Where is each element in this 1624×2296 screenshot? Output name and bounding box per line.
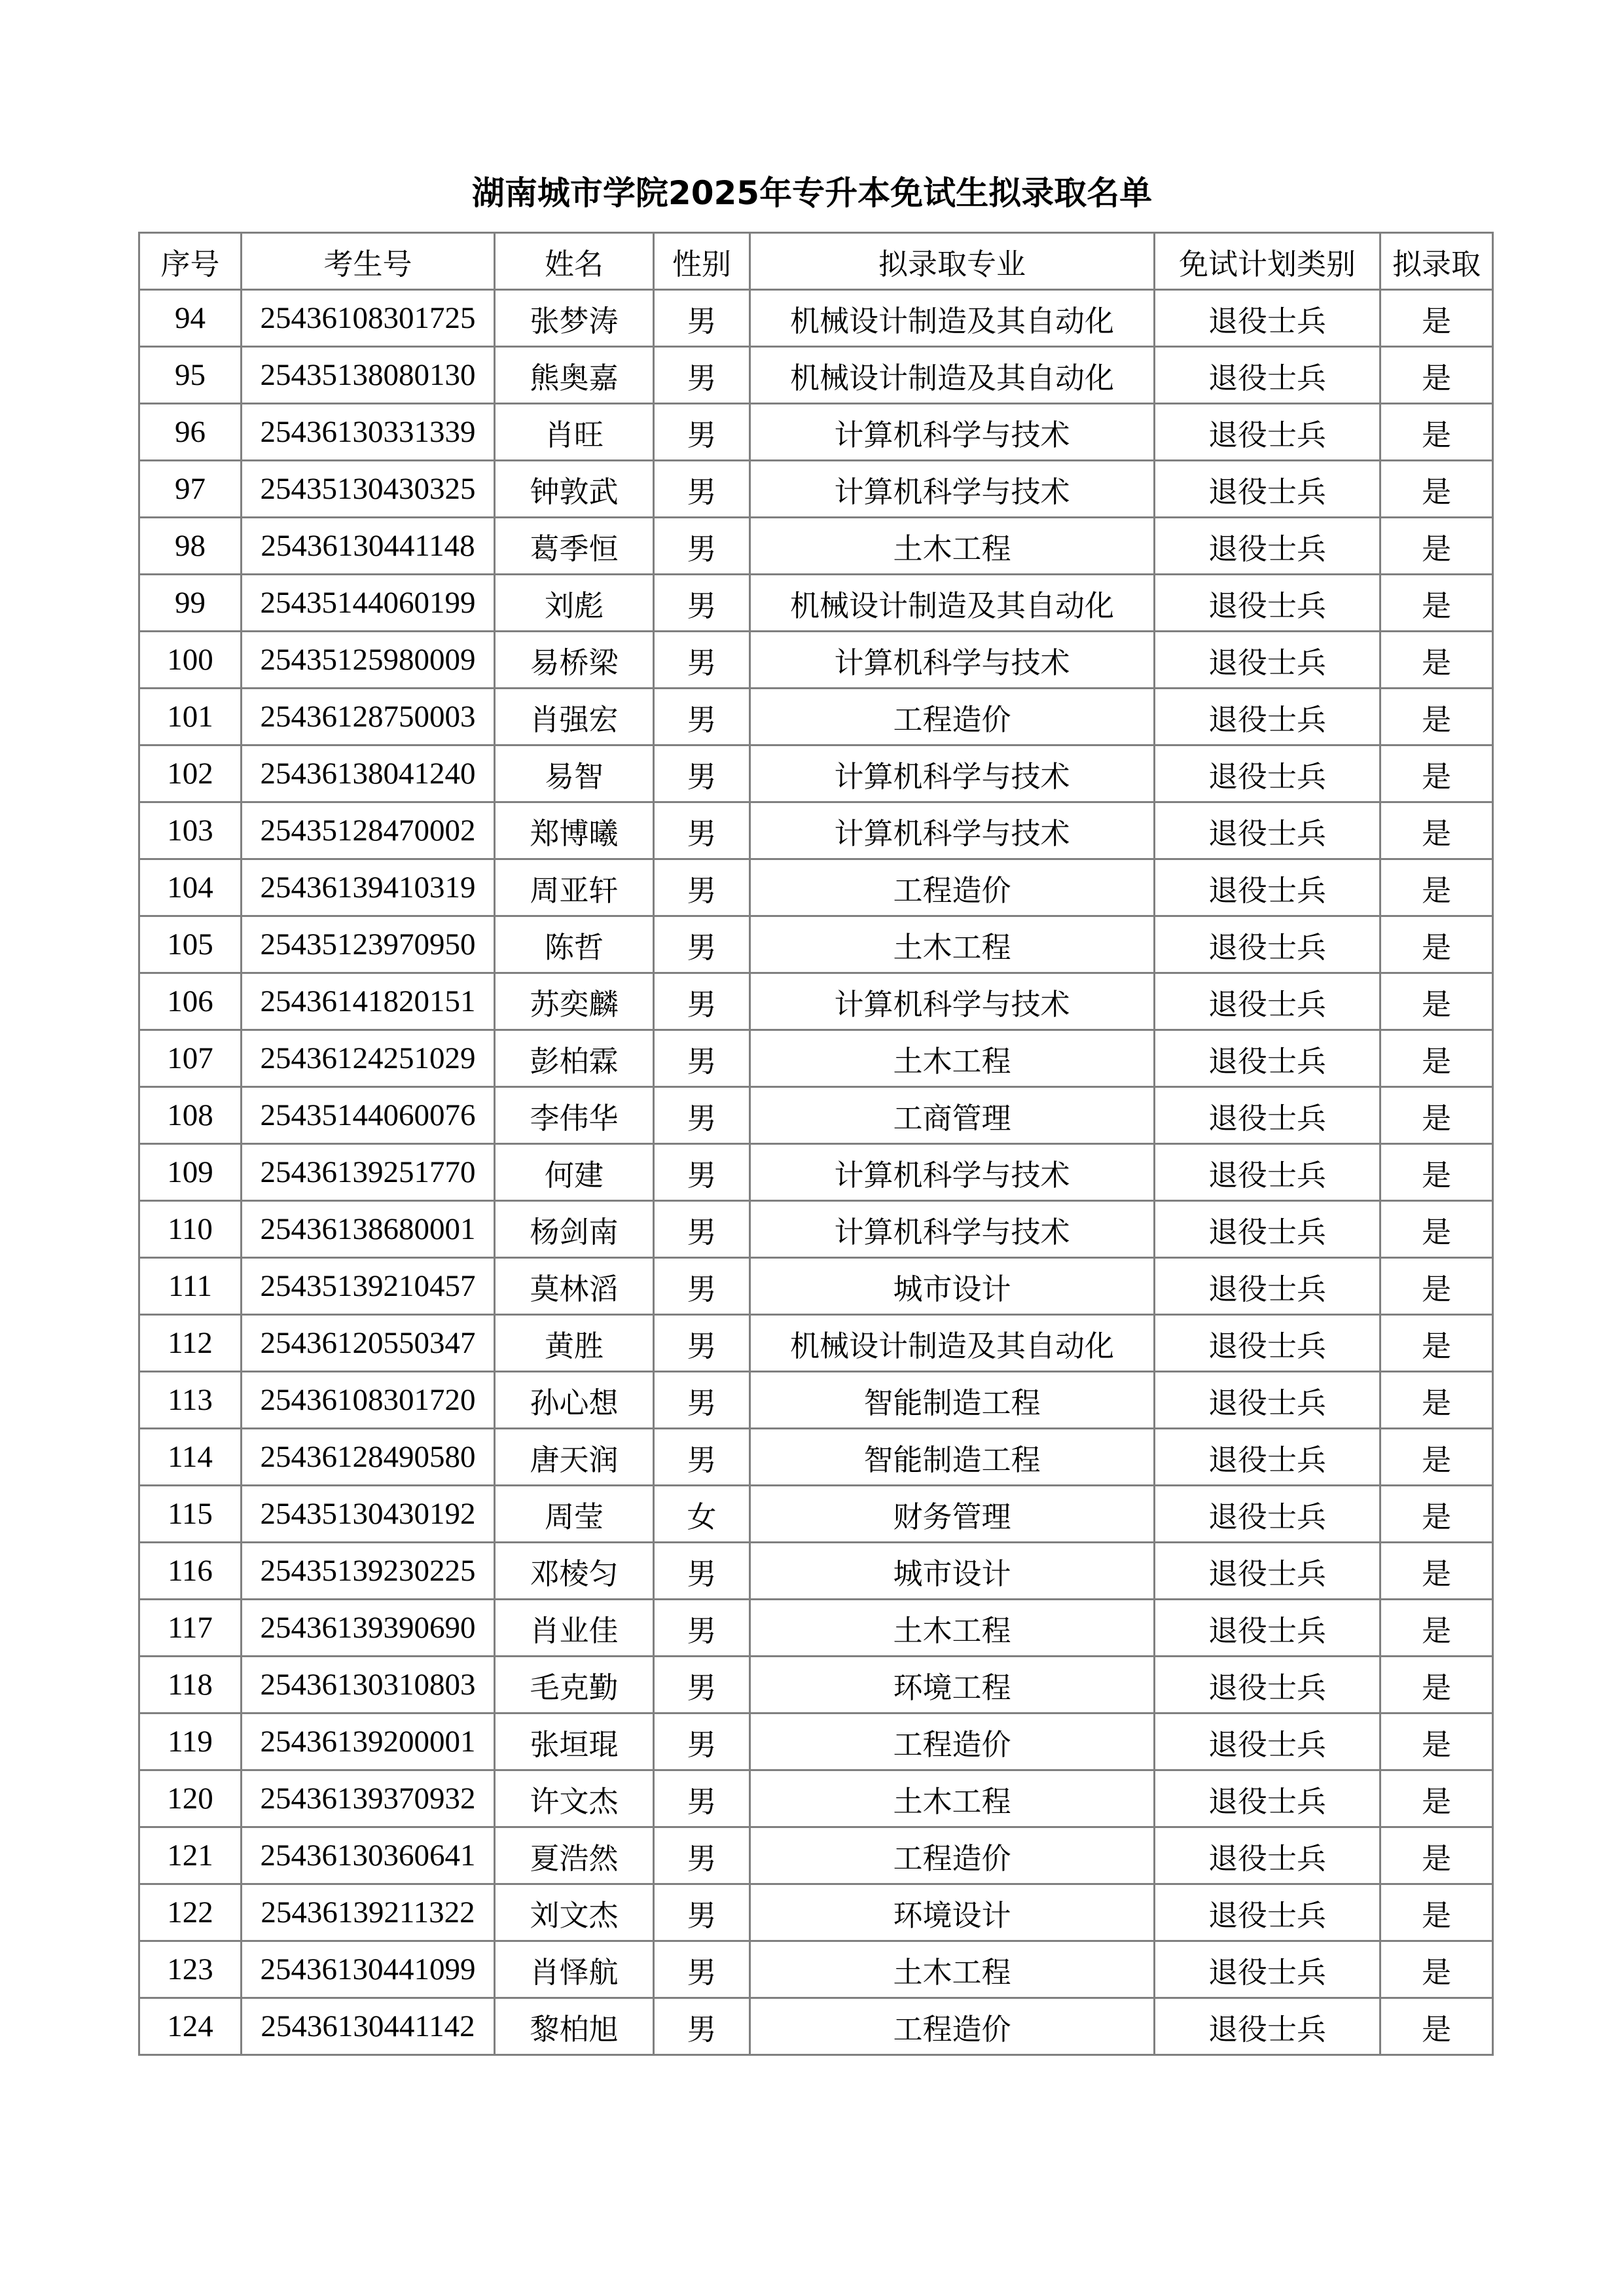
cell-admitted: 是 <box>1380 1201 1493 1258</box>
cell-name: 肖怿航 <box>495 1941 654 1998</box>
cell-index: 110 <box>139 1201 242 1258</box>
cell-exam-id: 25435130430192 <box>242 1486 495 1543</box>
column-header-name: 姓名 <box>495 233 654 290</box>
table-row <box>139 1429 1493 1486</box>
cell-name: 许文杰 <box>495 1770 654 1827</box>
cell-gender: 男 <box>654 1600 750 1657</box>
cell-admitted: 是 <box>1380 802 1493 859</box>
cell-admitted: 是 <box>1380 1258 1493 1315</box>
cell-plan-type: 退役士兵 <box>1155 518 1380 575</box>
cell-admitted: 是 <box>1380 973 1493 1030</box>
cell-gender: 男 <box>654 1884 750 1941</box>
cell-plan-type: 退役士兵 <box>1155 1827 1380 1884</box>
cell-major: 环境工程 <box>750 1657 1155 1713</box>
cell-gender: 男 <box>654 916 750 973</box>
cell-gender: 男 <box>654 745 750 802</box>
cell-plan-type: 退役士兵 <box>1155 575 1380 632</box>
cell-name: 熊奥嘉 <box>495 347 654 404</box>
cell-index: 98 <box>139 518 242 575</box>
cell-exam-id: 25436130441148 <box>242 518 495 575</box>
cell-name: 黎柏旭 <box>495 1998 654 2055</box>
cell-gender: 男 <box>654 1827 750 1884</box>
cell-name: 周莹 <box>495 1486 654 1543</box>
column-header-admitted: 拟录取 <box>1380 233 1493 290</box>
cell-plan-type: 退役士兵 <box>1155 1998 1380 2055</box>
cell-plan-type: 退役士兵 <box>1155 1600 1380 1657</box>
cell-index: 102 <box>139 745 242 802</box>
cell-admitted: 是 <box>1380 1543 1493 1600</box>
cell-name: 易智 <box>495 745 654 802</box>
table-row <box>139 1827 1493 1884</box>
cell-gender: 男 <box>654 1657 750 1713</box>
cell-plan-type: 退役士兵 <box>1155 1657 1380 1713</box>
table-row <box>139 1600 1493 1657</box>
column-header-gender: 性别 <box>654 233 750 290</box>
cell-plan-type: 退役士兵 <box>1155 859 1380 916</box>
cell-gender: 女 <box>654 1486 750 1543</box>
cell-major: 机械设计制造及其自动化 <box>750 1315 1155 1372</box>
cell-name: 彭柏霖 <box>495 1030 654 1087</box>
cell-major: 计算机科学与技术 <box>750 802 1155 859</box>
cell-admitted: 是 <box>1380 1770 1493 1827</box>
cell-index: 120 <box>139 1770 242 1827</box>
cell-name: 刘文杰 <box>495 1884 654 1941</box>
cell-major: 计算机科学与技术 <box>750 1144 1155 1201</box>
cell-major: 工程造价 <box>750 1713 1155 1770</box>
cell-major: 机械设计制造及其自动化 <box>750 347 1155 404</box>
cell-gender: 男 <box>654 1998 750 2055</box>
table-row <box>139 973 1493 1030</box>
cell-plan-type: 退役士兵 <box>1155 802 1380 859</box>
cell-exam-id: 25435138080130 <box>242 347 495 404</box>
cell-gender: 男 <box>654 347 750 404</box>
cell-gender: 男 <box>654 518 750 575</box>
cell-name: 易桥梁 <box>495 632 654 689</box>
cell-admitted: 是 <box>1380 859 1493 916</box>
table-row <box>139 1258 1493 1315</box>
cell-admitted: 是 <box>1380 1144 1493 1201</box>
cell-plan-type: 退役士兵 <box>1155 1258 1380 1315</box>
cell-index: 107 <box>139 1030 242 1087</box>
cell-admitted: 是 <box>1380 745 1493 802</box>
cell-gender: 男 <box>654 859 750 916</box>
cell-admitted: 是 <box>1380 1941 1493 1998</box>
cell-major: 智能制造工程 <box>750 1429 1155 1486</box>
table-row <box>139 461 1493 518</box>
cell-exam-id: 25436139211322 <box>242 1884 495 1941</box>
cell-name: 张梦涛 <box>495 290 654 347</box>
cell-admitted: 是 <box>1380 1713 1493 1770</box>
table-row <box>139 1543 1493 1600</box>
cell-name: 何建 <box>495 1144 654 1201</box>
cell-admitted: 是 <box>1380 916 1493 973</box>
cell-gender: 男 <box>654 1030 750 1087</box>
cell-plan-type: 退役士兵 <box>1155 1372 1380 1429</box>
cell-plan-type: 退役士兵 <box>1155 347 1380 404</box>
cell-plan-type: 退役士兵 <box>1155 745 1380 802</box>
table-row <box>139 802 1493 859</box>
cell-exam-id: 25436128490580 <box>242 1429 495 1486</box>
cell-exam-id: 25435123970950 <box>242 916 495 973</box>
cell-plan-type: 退役士兵 <box>1155 1770 1380 1827</box>
cell-plan-type: 退役士兵 <box>1155 1543 1380 1600</box>
table-row <box>139 745 1493 802</box>
cell-major: 土木工程 <box>750 1030 1155 1087</box>
cell-exam-id: 25436139410319 <box>242 859 495 916</box>
cell-name: 孙心想 <box>495 1372 654 1429</box>
cell-major: 土木工程 <box>750 1600 1155 1657</box>
cell-gender: 男 <box>654 973 750 1030</box>
cell-index: 100 <box>139 632 242 689</box>
cell-name: 李伟华 <box>495 1087 654 1144</box>
cell-plan-type: 退役士兵 <box>1155 290 1380 347</box>
cell-index: 123 <box>139 1941 242 1998</box>
cell-index: 97 <box>139 461 242 518</box>
table-row <box>139 1941 1493 1998</box>
cell-exam-id: 25436139200001 <box>242 1713 495 1770</box>
cell-admitted: 是 <box>1380 1372 1493 1429</box>
table-row <box>139 1315 1493 1372</box>
table-row <box>139 689 1493 745</box>
cell-admitted: 是 <box>1380 1429 1493 1486</box>
cell-index: 99 <box>139 575 242 632</box>
cell-admitted: 是 <box>1380 404 1493 461</box>
cell-index: 121 <box>139 1827 242 1884</box>
cell-plan-type: 退役士兵 <box>1155 1030 1380 1087</box>
cell-major: 计算机科学与技术 <box>750 632 1155 689</box>
cell-plan-type: 退役士兵 <box>1155 632 1380 689</box>
cell-gender: 男 <box>654 404 750 461</box>
cell-gender: 男 <box>654 1201 750 1258</box>
cell-exam-id: 25436139370932 <box>242 1770 495 1827</box>
cell-admitted: 是 <box>1380 1030 1493 1087</box>
cell-major: 计算机科学与技术 <box>750 404 1155 461</box>
cell-major: 计算机科学与技术 <box>750 461 1155 518</box>
cell-name: 邓棱匀 <box>495 1543 654 1600</box>
cell-exam-id: 25436124251029 <box>242 1030 495 1087</box>
cell-gender: 男 <box>654 1429 750 1486</box>
cell-name: 钟敦武 <box>495 461 654 518</box>
cell-admitted: 是 <box>1380 518 1493 575</box>
column-header-exam-id: 考生号 <box>242 233 495 290</box>
cell-name: 苏奕麟 <box>495 973 654 1030</box>
table-row <box>139 1657 1493 1713</box>
cell-name: 毛克勤 <box>495 1657 654 1713</box>
table-row <box>139 1884 1493 1941</box>
cell-major: 工程造价 <box>750 859 1155 916</box>
cell-plan-type: 退役士兵 <box>1155 1486 1380 1543</box>
table-body <box>139 290 1493 2055</box>
cell-index: 122 <box>139 1884 242 1941</box>
cell-major: 计算机科学与技术 <box>750 973 1155 1030</box>
cell-admitted: 是 <box>1380 1884 1493 1941</box>
cell-major: 工程造价 <box>750 689 1155 745</box>
cell-major: 工程造价 <box>750 1998 1155 2055</box>
cell-exam-id: 25435144060199 <box>242 575 495 632</box>
cell-exam-id: 25436120550347 <box>242 1315 495 1372</box>
cell-admitted: 是 <box>1380 689 1493 745</box>
cell-gender: 男 <box>654 1941 750 1998</box>
cell-admitted: 是 <box>1380 1600 1493 1657</box>
cell-plan-type: 退役士兵 <box>1155 1087 1380 1144</box>
table-row <box>139 518 1493 575</box>
table-row <box>139 1998 1493 2055</box>
cell-admitted: 是 <box>1380 1827 1493 1884</box>
cell-major: 财务管理 <box>750 1486 1155 1543</box>
table-row <box>139 1144 1493 1201</box>
cell-major: 土木工程 <box>750 1941 1155 1998</box>
cell-index: 114 <box>139 1429 242 1486</box>
cell-admitted: 是 <box>1380 1998 1493 2055</box>
cell-index: 105 <box>139 916 242 973</box>
column-header-plan-type: 免试计划类别 <box>1155 233 1380 290</box>
cell-admitted: 是 <box>1380 632 1493 689</box>
admission-list-table <box>138 232 1494 2056</box>
cell-exam-id: 25436130331339 <box>242 404 495 461</box>
page-title: 湖南城市学院2025年专升本免试生拟录取名单 <box>471 174 1153 212</box>
cell-index: 109 <box>139 1144 242 1201</box>
cell-index: 124 <box>139 1998 242 2055</box>
cell-index: 94 <box>139 290 242 347</box>
cell-exam-id: 25436128750003 <box>242 689 495 745</box>
cell-gender: 男 <box>654 290 750 347</box>
cell-index: 111 <box>139 1258 242 1315</box>
cell-exam-id: 25436138680001 <box>242 1201 495 1258</box>
cell-admitted: 是 <box>1380 1087 1493 1144</box>
table-row <box>139 1372 1493 1429</box>
cell-gender: 男 <box>654 1770 750 1827</box>
cell-major: 土木工程 <box>750 916 1155 973</box>
table-row <box>139 575 1493 632</box>
cell-plan-type: 退役士兵 <box>1155 916 1380 973</box>
cell-gender: 男 <box>654 1258 750 1315</box>
cell-gender: 男 <box>654 632 750 689</box>
cell-plan-type: 退役士兵 <box>1155 1429 1380 1486</box>
cell-name: 周亚轩 <box>495 859 654 916</box>
cell-major: 机械设计制造及其自动化 <box>750 575 1155 632</box>
cell-admitted: 是 <box>1380 1315 1493 1372</box>
cell-plan-type: 退役士兵 <box>1155 1941 1380 1998</box>
cell-index: 116 <box>139 1543 242 1600</box>
column-header-major: 拟录取专业 <box>750 233 1155 290</box>
cell-exam-id: 25436139251770 <box>242 1144 495 1201</box>
cell-name: 莫林滔 <box>495 1258 654 1315</box>
cell-exam-id: 25436108301725 <box>242 290 495 347</box>
cell-plan-type: 退役士兵 <box>1155 461 1380 518</box>
cell-index: 96 <box>139 404 242 461</box>
cell-major: 机械设计制造及其自动化 <box>750 290 1155 347</box>
cell-exam-id: 25436108301720 <box>242 1372 495 1429</box>
cell-name: 张垣琨 <box>495 1713 654 1770</box>
cell-admitted: 是 <box>1380 575 1493 632</box>
table-row <box>139 916 1493 973</box>
cell-exam-id: 25436130441142 <box>242 1998 495 2055</box>
cell-gender: 男 <box>654 1543 750 1600</box>
cell-name: 黄胜 <box>495 1315 654 1372</box>
column-header-index: 序号 <box>139 233 242 290</box>
cell-major: 计算机科学与技术 <box>750 1201 1155 1258</box>
cell-major: 城市设计 <box>750 1258 1155 1315</box>
cell-name: 肖旺 <box>495 404 654 461</box>
cell-gender: 男 <box>654 1315 750 1372</box>
table-row <box>139 1486 1493 1543</box>
cell-plan-type: 退役士兵 <box>1155 1315 1380 1372</box>
cell-gender: 男 <box>654 1372 750 1429</box>
cell-major: 工商管理 <box>750 1087 1155 1144</box>
cell-admitted: 是 <box>1380 461 1493 518</box>
cell-gender: 男 <box>654 1087 750 1144</box>
cell-index: 117 <box>139 1600 242 1657</box>
cell-plan-type: 退役士兵 <box>1155 1713 1380 1770</box>
table-row <box>139 1770 1493 1827</box>
cell-name: 唐天润 <box>495 1429 654 1486</box>
cell-major: 计算机科学与技术 <box>750 745 1155 802</box>
cell-index: 119 <box>139 1713 242 1770</box>
cell-gender: 男 <box>654 689 750 745</box>
cell-major: 工程造价 <box>750 1827 1155 1884</box>
cell-exam-id: 25435139210457 <box>242 1258 495 1315</box>
cell-name: 郑博曦 <box>495 802 654 859</box>
cell-plan-type: 退役士兵 <box>1155 1201 1380 1258</box>
cell-index: 112 <box>139 1315 242 1372</box>
cell-name: 夏浩然 <box>495 1827 654 1884</box>
table-row <box>139 290 1493 347</box>
cell-exam-id: 25435128470002 <box>242 802 495 859</box>
table-row <box>139 632 1493 689</box>
cell-major: 城市设计 <box>750 1543 1155 1600</box>
cell-exam-id: 25436139390690 <box>242 1600 495 1657</box>
cell-major: 土木工程 <box>750 1770 1155 1827</box>
cell-plan-type: 退役士兵 <box>1155 689 1380 745</box>
cell-index: 115 <box>139 1486 242 1543</box>
cell-plan-type: 退役士兵 <box>1155 1884 1380 1941</box>
cell-plan-type: 退役士兵 <box>1155 973 1380 1030</box>
cell-major: 环境设计 <box>750 1884 1155 1941</box>
cell-name: 葛季恒 <box>495 518 654 575</box>
cell-gender: 男 <box>654 1713 750 1770</box>
cell-name: 肖强宏 <box>495 689 654 745</box>
cell-exam-id: 25436141820151 <box>242 973 495 1030</box>
cell-major: 土木工程 <box>750 518 1155 575</box>
cell-exam-id: 25436130310803 <box>242 1657 495 1713</box>
cell-exam-id: 25435125980009 <box>242 632 495 689</box>
cell-gender: 男 <box>654 1144 750 1201</box>
cell-exam-id: 25435130430325 <box>242 461 495 518</box>
cell-name: 刘彪 <box>495 575 654 632</box>
cell-plan-type: 退役士兵 <box>1155 404 1380 461</box>
cell-index: 101 <box>139 689 242 745</box>
cell-admitted: 是 <box>1380 290 1493 347</box>
table-row <box>139 1713 1493 1770</box>
cell-gender: 男 <box>654 575 750 632</box>
cell-exam-id: 25436130441099 <box>242 1941 495 1998</box>
table-row <box>139 859 1493 916</box>
cell-gender: 男 <box>654 461 750 518</box>
cell-index: 108 <box>139 1087 242 1144</box>
cell-name: 陈哲 <box>495 916 654 973</box>
cell-name: 肖业佳 <box>495 1600 654 1657</box>
cell-index: 118 <box>139 1657 242 1713</box>
cell-exam-id: 25436130360641 <box>242 1827 495 1884</box>
cell-name: 杨剑南 <box>495 1201 654 1258</box>
cell-exam-id: 25435139230225 <box>242 1543 495 1600</box>
cell-gender: 男 <box>654 802 750 859</box>
cell-exam-id: 25436138041240 <box>242 745 495 802</box>
cell-plan-type: 退役士兵 <box>1155 1144 1380 1201</box>
table-row <box>139 1030 1493 1087</box>
cell-major: 智能制造工程 <box>750 1372 1155 1429</box>
cell-admitted: 是 <box>1380 1657 1493 1713</box>
cell-index: 95 <box>139 347 242 404</box>
cell-admitted: 是 <box>1380 347 1493 404</box>
table-row <box>139 404 1493 461</box>
table-row <box>139 1201 1493 1258</box>
table-row <box>139 347 1493 404</box>
cell-admitted: 是 <box>1380 1486 1493 1543</box>
cell-index: 106 <box>139 973 242 1030</box>
table-row <box>139 1087 1493 1144</box>
cell-index: 103 <box>139 802 242 859</box>
cell-index: 104 <box>139 859 242 916</box>
cell-index: 113 <box>139 1372 242 1429</box>
cell-exam-id: 25435144060076 <box>242 1087 495 1144</box>
table-header-row <box>139 233 1493 290</box>
